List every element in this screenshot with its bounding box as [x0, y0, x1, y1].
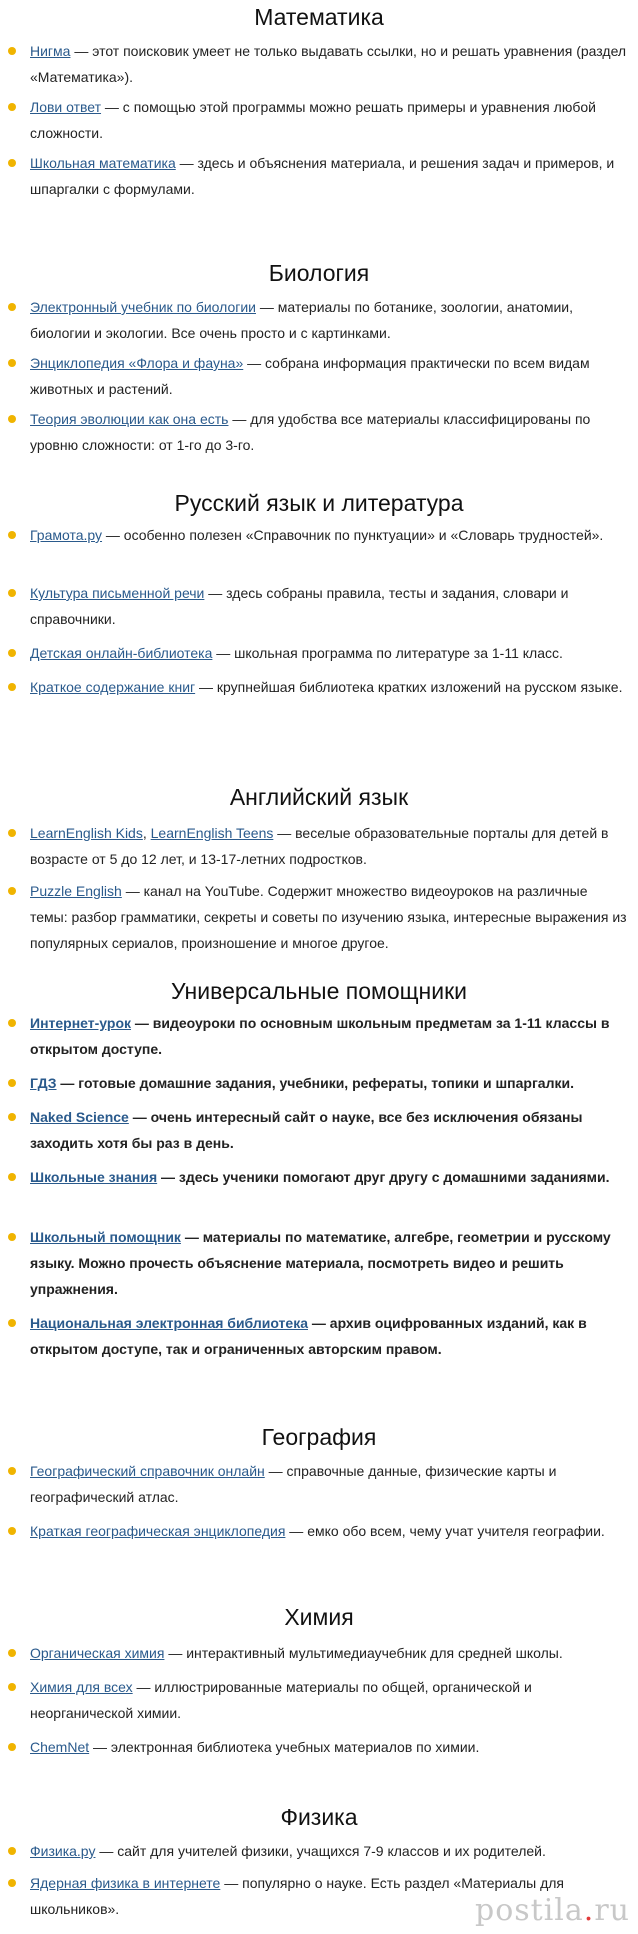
item-link[interactable]: Краткая географическая энциклопедия: [30, 1523, 286, 1539]
bullet-icon: [8, 1683, 16, 1691]
section-title: Биология: [268, 260, 370, 286]
item-text: — крупнейшая библиотека кратких изложений на русском языке.: [195, 679, 623, 695]
item-link[interactable]: Химия для всех: [30, 1679, 133, 1695]
item-text: — популярно о науке. Есть раздел «Материалы для школьников».: [30, 1875, 564, 1917]
item-text: — канал на YouTube. Содержит множество видеоуроков на различные темы: разбор грамматики, секреты и советы по изучению языка, интересные выражения из популярных сериалов, произношение и многое другое.: [30, 883, 627, 951]
item-text: — видеоуроки по основным школьным предметам за 1-11 классы в открытом доступе.: [30, 1015, 610, 1057]
item-text: — справочные данные, физические карты и географический атлас.: [30, 1463, 557, 1505]
list-item: [0, 1010, 638, 1062]
section-geography: [0, 1420, 638, 1570]
bullet-icon: [8, 303, 16, 311]
bullet-icon: [8, 829, 16, 837]
bullet-icon: [8, 1743, 16, 1751]
watermark-dot: .: [583, 1893, 595, 1928]
bullet-icon: [8, 1173, 16, 1181]
list-item: [0, 1838, 638, 1864]
section-chemistry: [0, 1600, 638, 1760]
section-universal: [0, 974, 638, 1362]
bullet-icon: [8, 887, 16, 895]
bullet-icon: [8, 1019, 16, 1027]
list-item: [0, 674, 638, 726]
list-item: [0, 1640, 638, 1666]
item-link[interactable]: ГДЗ: [30, 1075, 57, 1091]
item-text: — сайт для учителей физики, учащихся 7-9 классов и их родителей.: [95, 1843, 546, 1859]
item-link[interactable]: Лови ответ: [30, 99, 102, 115]
section-biology: [0, 256, 638, 458]
item-link[interactable]: ChemNet: [30, 1739, 90, 1755]
section-mathematics: [0, 0, 638, 202]
bullet-icon: [8, 359, 16, 367]
item-text: — здесь ученики помогают друг другу с домашними заданиями.: [157, 1169, 610, 1185]
watermark-name: postila: [474, 1893, 584, 1928]
list-item: [0, 820, 638, 872]
bullet-icon: [8, 589, 16, 597]
item-link[interactable]: Физика.ру: [30, 1843, 96, 1859]
item-link[interactable]: Puzzle English: [30, 883, 122, 899]
item-text: — школьная программа по литературе за 1-11 класс.: [212, 645, 563, 661]
list-item: [0, 94, 638, 146]
item-text: — интерактивный мультимедиаучебник для средней школы.: [164, 1645, 563, 1661]
section-title: Русский язык и литература: [174, 490, 464, 516]
list-item: [0, 1224, 638, 1302]
item-link[interactable]: Органическая химия: [30, 1645, 165, 1661]
bullet-icon: [8, 1233, 16, 1241]
item-text: — веселые образовательные порталы для детей в возрасте от 5 до 12 лет, и 13-17-летних подростков.: [30, 825, 609, 867]
bullet-icon: [8, 1113, 16, 1121]
list-item: [0, 1104, 638, 1156]
bullet-icon: [8, 1527, 16, 1535]
section-title: Английский язык: [229, 784, 409, 810]
section-english: [0, 780, 638, 956]
item-link[interactable]: Школьная математика: [30, 155, 176, 171]
bullet-icon: [8, 683, 16, 691]
list-item: [0, 580, 638, 632]
item-text: — готовые домашние задания, учебники, рефераты, топики и шпаргалки.: [56, 1075, 574, 1091]
item-text: — иллюстрированные материалы по общей, органической и неорганической химии.: [30, 1679, 532, 1721]
bullet-icon: [8, 159, 16, 167]
list-item: [0, 150, 638, 202]
bullet-icon: [8, 531, 16, 539]
item-link[interactable]: Культура письменной речи: [30, 585, 205, 601]
item-text: — материалы по математике, алгебре, геометрии и русскому языку. Можно прочесть объяснение материала, посмотреть видео и решить упражнения.: [30, 1229, 611, 1297]
item-link[interactable]: Интернет-урок: [30, 1015, 132, 1031]
section-title: Физика: [280, 1804, 358, 1830]
item-text: — этот поисковик умеет не только выдавать ссылки, но и решать уравнения (раздел «Математика»).: [30, 43, 627, 85]
item-link[interactable]: LearnEnglish Teens: [150, 825, 274, 841]
item-text: — особенно полезен «Справочник по пунктуации» и «Словарь трудностей».: [102, 527, 604, 543]
item-sep: ,: [142, 825, 151, 841]
bullet-icon: [8, 47, 16, 55]
item-link[interactable]: Нигма: [30, 43, 71, 59]
item-text: — здесь собраны правила, тесты и задания, словари и справочники.: [30, 585, 569, 627]
list-item: [0, 406, 638, 458]
item-text: — здесь и объяснения материала, и решения задач и примеров, и шпаргалки с формулами.: [30, 155, 615, 197]
bullet-icon: [8, 1649, 16, 1657]
item-link[interactable]: LearnEnglish Kids: [30, 825, 143, 841]
watermark-tld: ru: [594, 1893, 630, 1928]
list-item: [0, 1070, 638, 1096]
bullet-icon: [8, 1319, 16, 1327]
section-title: Универсальные помощники: [170, 978, 467, 1004]
bullet-icon: [8, 1847, 16, 1855]
section-title: Химия: [284, 1604, 354, 1630]
bullet-icon: [8, 1079, 16, 1087]
item-link[interactable]: Детская онлайн-библиотека: [30, 645, 213, 661]
item-link[interactable]: Национальная электронная библиотека: [30, 1315, 308, 1331]
list-item: [0, 1164, 638, 1216]
bullet-icon: [8, 1467, 16, 1475]
list-item: [0, 294, 638, 346]
item-link[interactable]: Энциклопедия «Флора и фауна»: [30, 355, 244, 371]
list-item: [0, 1458, 638, 1510]
item-text: — электронная библиотека учебных материалов по химии.: [89, 1739, 480, 1755]
bullet-icon: [8, 415, 16, 423]
item-link[interactable]: Школьный помощник: [30, 1229, 181, 1245]
item-text: — собрана информация практически по всем видам животных и растений.: [30, 355, 590, 397]
list-item: [0, 1674, 638, 1726]
bullet-icon: [8, 649, 16, 657]
watermark-logo: [475, 1893, 630, 1928]
bullet-icon: [8, 103, 16, 111]
item-link[interactable]: Электронный учебник по биологии: [30, 299, 256, 315]
item-link[interactable]: Naked Science: [30, 1109, 129, 1125]
list-item: [0, 38, 638, 90]
item-link[interactable]: Краткое содержание книг: [30, 679, 196, 695]
item-link[interactable]: Школьные знания: [30, 1169, 158, 1185]
item-text: — материалы по ботанике, зоологии, анатомии, биологии и экологии. Все очень просто и с картинками.: [30, 299, 573, 341]
list-item: [0, 1734, 638, 1760]
section-title: Математика: [254, 4, 384, 30]
list-item: [0, 1518, 638, 1570]
item-text: — с помощью этой программы можно решать примеры и уравнения любой сложности.: [30, 99, 596, 141]
list-item: [0, 350, 638, 402]
section-title: География: [261, 1424, 377, 1450]
item-link[interactable]: Теория эволюции как она есть: [30, 411, 229, 427]
item-text: — очень интересный сайт о науке, все без исключения обязаны заходить хотя бы раз в день.: [30, 1109, 583, 1151]
item-link[interactable]: Ядерная физика в интернете: [30, 1875, 221, 1891]
list-item: [0, 522, 638, 574]
section-russian: [0, 486, 638, 726]
item-text: — для удобства все материалы классифицированы по уровню сложности: от 1-го до 3-го.: [30, 411, 591, 453]
item-link[interactable]: Географический справочник онлайн: [30, 1463, 265, 1479]
bullet-icon: [8, 1879, 16, 1887]
list-item: [0, 878, 638, 956]
list-item: [0, 1310, 638, 1362]
item-link[interactable]: Грамота.ру: [30, 527, 103, 543]
list-item: [0, 640, 638, 666]
item-text: — архив оцифрованных изданий, как в открытом доступе, так и ограниченных авторским правом.: [30, 1315, 587, 1357]
item-text: — емко обо всем, чему учат учителя географии.: [285, 1523, 605, 1539]
